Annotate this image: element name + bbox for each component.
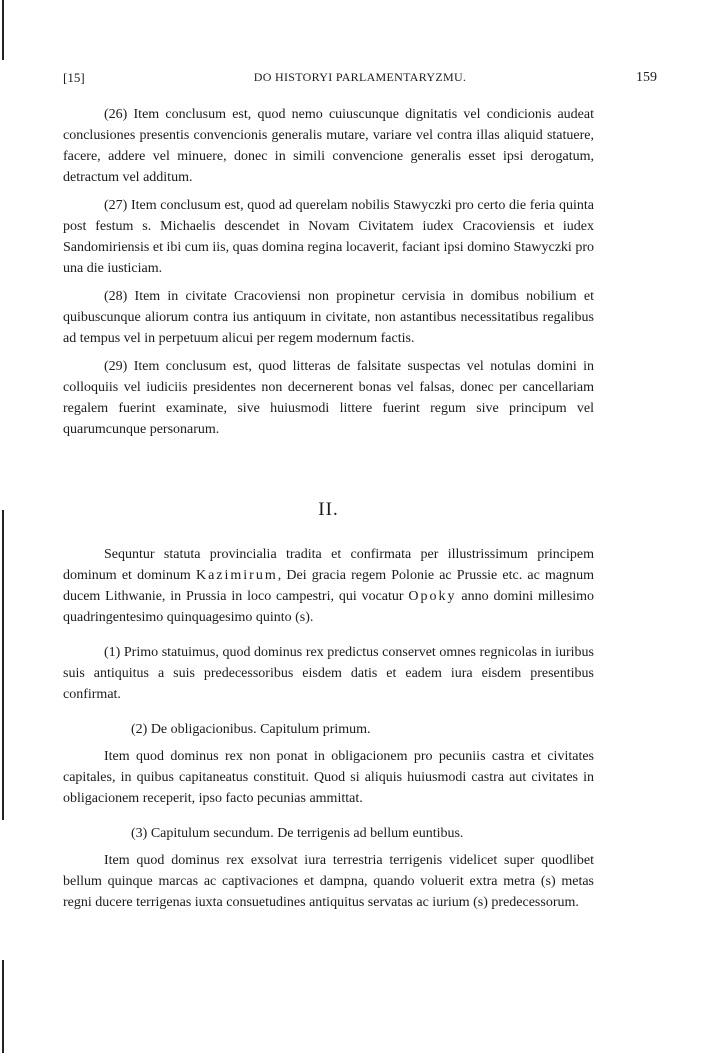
paragraph-28: (28) Item in civitate Cracoviensi non propinetur cervisia in domibus nobilium et quibuscunque aliorum contra ius antiquum in civitate, non astantibus necessitatibus regalibus ad tempus vel in perpetuum alicui per regem modernum factis. — [63, 289, 594, 346]
paragraph-27: (27) Item conclusum est, quod ad querelam nobilis Stawyczki pro certo die feria quinta post festum s. Michaelis descendet in Novam Civitatem iudex Cracoviensis et iudex Sandomiriensis et ibi cum iis, quas domina regina locaverit, faciant ipsi domino Stawyczki pro una die iusticiam. — [63, 198, 594, 276]
intro-paragraph — [63, 544, 594, 628]
binding-edge-mark — [2, 510, 4, 820]
intro-text-2: , Dei gracia regem Polonie ac Prussie etc. ac magnum ducem Lithwanie, in Prussia in loco campestri, qui vocatur — [63, 568, 594, 604]
intro-text-1: Sequntur statuta provincialia tradita et confirmata per illustrissimum principem dominum et dominum — [63, 547, 594, 583]
name-kazimirum: Kazimirum — [195, 568, 278, 583]
heading-chapter-1: (2) De obligacionibus. Capitulum primum. — [131, 722, 371, 737]
paragraph-2: Item quod dominus rex non ponat in obligacionem pro pecuniis castra et civitates capitales, in quibus capitaneatus constituit. Quod si aliquis huiusmodi castra aut civitates in obligacionem receperit, ipso facto pecunias ammittat. — [63, 749, 594, 806]
paragraph-29: (29) Item conclusum est, quod litteras de falsitate suspectas vel notulas domini in colloquiis vel iudiciis presidentes non decernerent bonas vel falsas, donec per cancellariam regalem fuerint examinate, sive huiusmodi littere fuerint regum sive principum vel quarumcunque personarum. — [63, 359, 594, 437]
heading-chapter-2: (3) Capitulum secundum. De terrigenis ad bellum euntibus. — [131, 826, 464, 841]
paragraph-1: (1) Primo statuimus, quod dominus rex predictus conservet omnes regnicolas in iuribus suis antiquitus a suis predecessoribus eisdem datis et eadem iura eisdem presentibus confirmat. — [63, 645, 594, 702]
binding-edge-mark — [2, 0, 4, 60]
running-header — [63, 70, 657, 92]
name-opoky: Opoky — [408, 589, 457, 604]
page-number: 159 — [636, 70, 657, 85]
paragraph-3: Item quod dominus rex exsolvat iura terrestria terrigenis videlicet super quodlibet bellum quinque marcas ac captivaciones et dampna, quando voluerit extra metra (s) metas regni ducere terrigenas iuxta consuetudines antiquitus servatas ac iurium (s) predecessorum. — [63, 853, 594, 910]
header-section-number: [15] — [63, 70, 85, 85]
binding-edge-mark — [2, 960, 4, 1053]
top-text-block — [63, 104, 594, 447]
header-title: DO HISTORYI PARLAMENTARYZMU. — [253, 70, 467, 84]
section-text-block — [63, 544, 594, 913]
section-heading: II. — [318, 499, 339, 520]
intro-text-3: anno domini millesimo quadringentesimo quinquagesimo quinto (s). — [63, 589, 595, 625]
paragraph-26: (26) Item conclusum est, quod nemo cuiuscunque dignitatis vel condicionis audeat conclusiones presentis convencionis generalis mutare, variare vel contra illas aliquid statuere, facere, addere vel minuere, donec in simili convencione generalis esset ipsi derogatum, detractum vel additum. — [63, 107, 594, 185]
